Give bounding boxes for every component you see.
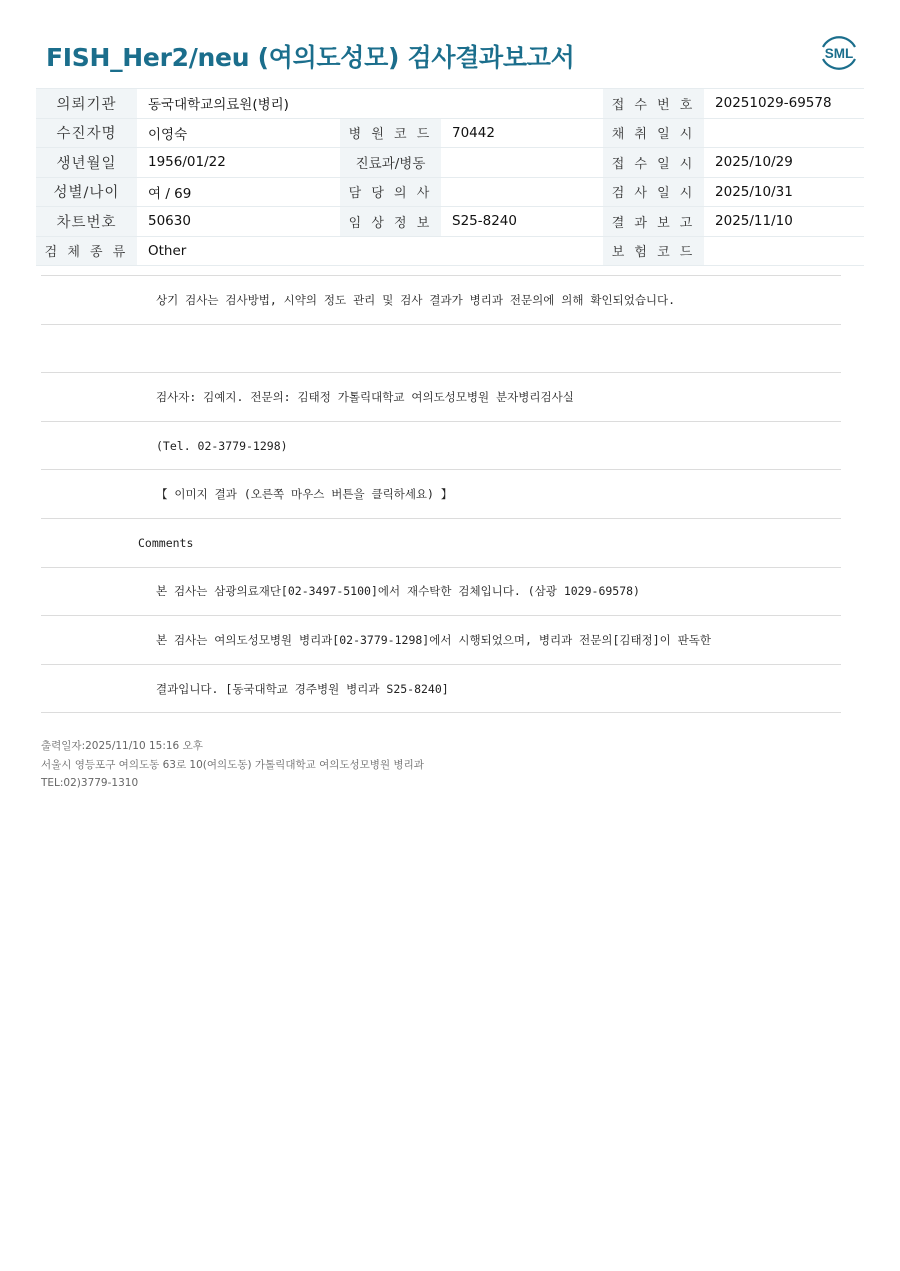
info-label: 담 당 의 사 xyxy=(340,177,441,207)
info-value: 이영숙 xyxy=(148,126,188,143)
info-label: 검 체 종 류 xyxy=(36,236,137,266)
result-line: 본 검사는 삼광의료재단[02-3497-5100]에서 재수탁한 검체입니다. (삼광 1029-69578) xyxy=(41,568,841,617)
info-value: S25-8240 xyxy=(452,213,517,230)
info-label: 보 험 코 드 xyxy=(603,236,704,266)
info-label: 접 수 일 시 xyxy=(603,148,704,178)
logo-text: SML xyxy=(824,46,854,61)
print-date: 출력일자:2025/11/10 15:16 오후 xyxy=(41,740,203,752)
info-value: 20251029-69578 xyxy=(715,95,832,112)
info-value: 여 / 69 xyxy=(148,185,192,202)
info-label: 진료과/병동 xyxy=(340,148,441,178)
info-row xyxy=(36,177,864,207)
info-value xyxy=(704,118,864,148)
info-label: 접 수 번 호 xyxy=(603,89,704,119)
result-line: (Tel. 02-3779-1298) xyxy=(41,422,841,471)
info-label: 병 원 코 드 xyxy=(340,118,441,148)
info-label: 성별/나이 xyxy=(36,177,137,207)
result-line: 본 검사는 여의도성모병원 병리과[02-3779-1298]에서 시행되었으며, 병리과 전문의[김태정]이 판독한 xyxy=(41,616,841,665)
info-label: 채 취 일 시 xyxy=(603,118,704,148)
info-value xyxy=(441,177,603,207)
footer xyxy=(41,737,424,793)
info-label: 차트번호 xyxy=(36,207,137,237)
info-label: 결 과 보 고 xyxy=(603,207,704,237)
info-label: 수진자명 xyxy=(36,118,137,148)
result-line xyxy=(41,325,841,374)
sml-logo xyxy=(816,30,862,76)
report-title: FISH_Her2/neu (여의도성모) 검사결과보고서 xyxy=(46,43,575,72)
info-value: 1956/01/22 xyxy=(148,154,226,171)
info-row xyxy=(36,89,864,119)
result-line: 상기 검사는 검사방법, 시약의 정도 관리 및 검사 결과가 병리과 전문의에 의해 확인되었습니다. xyxy=(41,276,841,325)
info-value: 50630 xyxy=(148,213,191,230)
info-label: 생년월일 xyxy=(36,148,137,178)
info-value: Other xyxy=(148,242,187,259)
image-result-link[interactable]: 【 이미지 결과 (오른쪽 마우스 버튼을 클릭하세요) 】 xyxy=(41,470,841,519)
info-value xyxy=(441,148,603,178)
patient-info-table xyxy=(36,88,864,266)
result-line: 검사자: 김예지. 전문의: 김태정 가톨릭대학교 여의도성모병원 분자병리검사실 xyxy=(41,373,841,422)
info-value xyxy=(704,236,864,266)
info-value: 동국대학교의료원(병리) xyxy=(148,97,289,114)
info-row xyxy=(36,118,864,148)
info-value: 2025/10/29 xyxy=(715,154,793,171)
info-row xyxy=(36,207,864,237)
info-label: 의뢰기관 xyxy=(36,89,137,119)
footer-tel: TEL:02)3779-1310 xyxy=(41,777,139,789)
info-row xyxy=(36,236,864,266)
info-row xyxy=(36,148,864,178)
info-value: 2025/11/10 xyxy=(715,213,793,230)
info-label: 임 상 정 보 xyxy=(340,207,441,237)
comments-heading: Comments xyxy=(41,519,841,568)
address: 서울시 영등포구 여의도동 63로 10(여의도동) 가톨릭대학교 여의도성모병원 병리과 xyxy=(41,758,424,771)
info-value: 70442 xyxy=(452,124,495,141)
info-value: 2025/10/31 xyxy=(715,183,793,200)
info-label: 검 사 일 시 xyxy=(603,177,704,207)
result-line: 결과입니다. [동국대학교 경주병원 병리과 S25-8240] xyxy=(41,665,841,714)
result-section xyxy=(41,275,841,713)
